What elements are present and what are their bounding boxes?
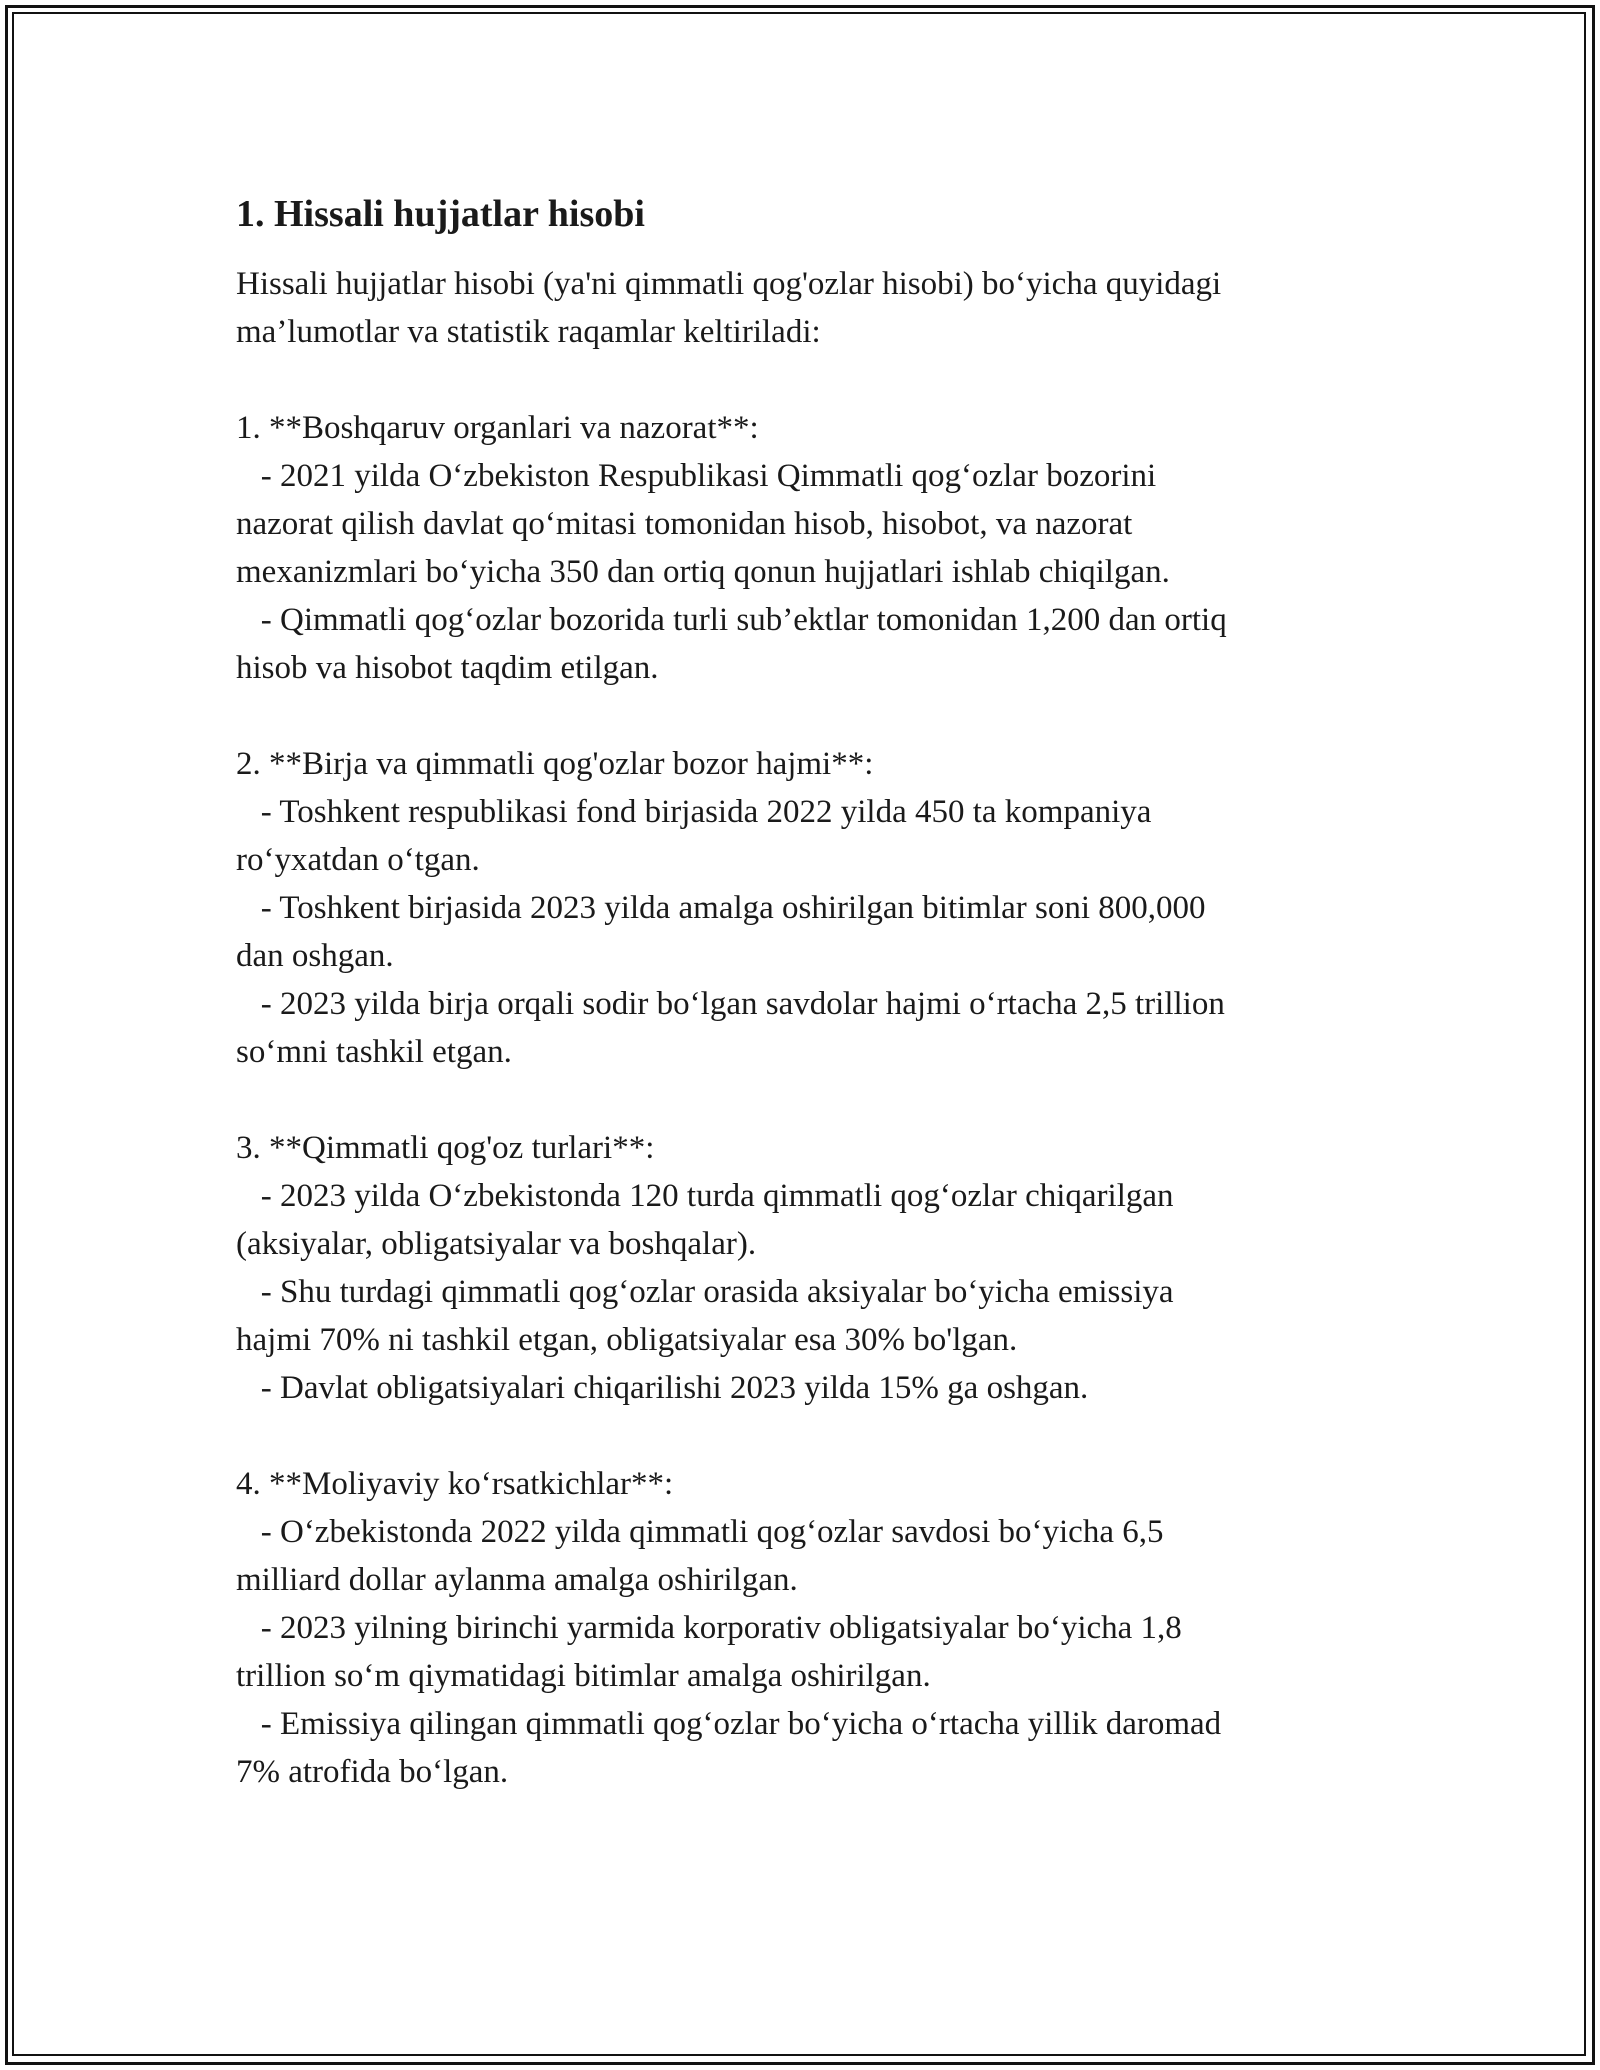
- document-title: 1. Hissali hujjatlar hisobi: [236, 193, 645, 235]
- document-body: Hissali hujjatlar hisobi (ya'ni qimmatli qog'ozlar hisobi) bo‘yicha quyidagi ma’lumotlar va statistik raqamlar keltiriladi: 1. **Boshqaruv organlari va nazorat**: - 2021 yilda O‘zbekiston Respublikasi Qimmatli qog‘ozlar bozorini nazorat qilish davlat qo‘mitasi tomonidan hisob, hisobot, va nazorat mexanizmlari bo‘yicha 350 dan ortiq qonun hujjatlari ishlab chiqilgan. - Qimmatli qog‘ozlar bozorida turli sub’ektlar tomonidan 1,200 dan ortiq hisob va hisobot taqdim etilgan. 2. **Birja va qimmatli qog'ozlar bozor hajmi**: - Toshkent respublikasi fond birjasida 2022 yilda 450 ta kompaniya ro‘yxatdan o‘tgan. - Toshkent birjasida 2023 yilda amalga oshirilgan bitimlar soni 800,000 dan oshgan. - 2023 yilda birja orqali sodir bo‘lgan savdolar hajmi o‘rtacha 2,5 trillion so‘mni tashkil etgan. 3. **Qimmatli qog'oz turlari**: - 2023 yilda O‘zbekistonda 120 turda qimmatli qog‘ozlar chiqarilgan (aksiyalar, obligatsiyalar va boshqalar). - Shu turdagi qimmatli qog‘ozlar orasida aksiyalar bo‘yicha emissiya hajmi 70% ni tashkil etgan, obligatsiyalar esa 30% bo'lgan. - Davlat obligatsiyalari chiqarilishi 2023 yilda 15% ga oshgan. 4. **Moliyaviy ko‘rsatkichlar**: - O‘zbekistonda 2022 yilda qimmatli qog‘ozlar savdosi bo‘yicha 6,5 milliard dollar aylanma amalga oshirilgan. - 2023 yilning birinchi yarmida korporativ obligatsiyalar bo‘yicha 1,8 trillion so‘m qiymatidagi bitimlar amalga oshirilgan. - Emissiya qilingan qimmatli qog‘ozlar bo‘yicha o‘rtacha yillik daromad 7% atrofida bo‘lgan.: [236, 266, 1227, 1790]
- document-content: [236, 190, 1366, 1796]
